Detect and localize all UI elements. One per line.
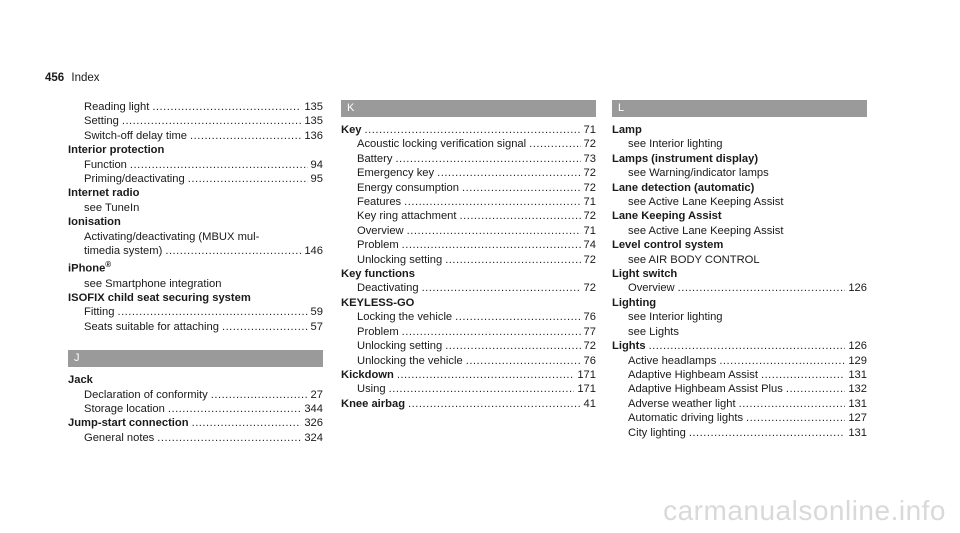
page-ref: 171 bbox=[577, 383, 596, 396]
page-ref: 72 bbox=[583, 138, 596, 151]
index-entry: Storage location ..... 344 bbox=[68, 402, 323, 416]
index-entry: Acoustic locking verification signal ..... 72 bbox=[341, 137, 596, 151]
page-ref: 71 bbox=[583, 196, 596, 209]
section-title: Index bbox=[71, 72, 100, 84]
page-ref: 73 bbox=[583, 152, 596, 165]
page-ref: 136 bbox=[304, 129, 323, 142]
index-entry: Overview ..... 126 bbox=[612, 281, 867, 295]
letter-bar-j: J bbox=[68, 350, 323, 367]
index-entry: Adverse weather light ..... 131 bbox=[612, 397, 867, 411]
index-entry-text: Activating/deactivating (MBUX mul- bbox=[84, 230, 260, 243]
page-header bbox=[45, 72, 100, 84]
registered-mark: ® bbox=[105, 260, 112, 270]
page-ref: 74 bbox=[583, 239, 596, 252]
index-entry: Problem ..... 74 bbox=[341, 238, 596, 252]
index-heading: Lamp bbox=[612, 124, 642, 136]
index-heading: Lights ..... 126 bbox=[612, 339, 867, 353]
index-entry: Priming/deactivating ..... 95 bbox=[68, 172, 323, 186]
page-ref: 72 bbox=[583, 253, 596, 266]
page-ref: 171 bbox=[577, 368, 596, 381]
index-heading: Level control system bbox=[612, 239, 724, 252]
index-heading: Ionisation bbox=[68, 216, 121, 229]
page-ref: 95 bbox=[310, 173, 323, 186]
index-heading: Kickdown ..... 171 bbox=[341, 368, 596, 382]
index-entry: Locking the vehicle ..... 76 bbox=[341, 310, 596, 324]
page-ref: 126 bbox=[848, 340, 867, 353]
index-entry: timedia system) ..... 146 bbox=[68, 244, 323, 258]
index-entry: Deactivating ..... 72 bbox=[341, 281, 596, 295]
index-heading: Internet radio bbox=[68, 187, 140, 200]
index-see-ref: see Interior lighting bbox=[628, 311, 723, 324]
index-entry: Reading light ..... 135 bbox=[68, 100, 323, 114]
page-ref: 344 bbox=[304, 403, 323, 416]
index-entry: Emergency key ..... 72 bbox=[341, 166, 596, 180]
index-entry: Adaptive Highbeam Assist ..... 131 bbox=[612, 368, 867, 382]
letter-bar-l: L bbox=[612, 100, 867, 117]
index-entry: Active headlamps ..... 129 bbox=[612, 354, 867, 368]
page-ref: 72 bbox=[583, 167, 596, 180]
index-column-2 bbox=[341, 100, 596, 411]
letter-bar-k: K bbox=[341, 100, 596, 117]
index-column-3 bbox=[612, 100, 867, 440]
index-entry: Using ..... 171 bbox=[341, 382, 596, 396]
page-ref: 76 bbox=[583, 311, 596, 324]
index-entry: Switch-off delay time ..... 136 bbox=[68, 129, 323, 143]
index-entry: Unlocking setting ..... 72 bbox=[341, 339, 596, 353]
index-heading: Lane Keeping Assist bbox=[612, 210, 722, 223]
index-heading: Jack bbox=[68, 374, 93, 387]
page-ref: 135 bbox=[304, 101, 323, 113]
index-entry: Overview ..... 71 bbox=[341, 224, 596, 238]
index-entry: Unlocking setting ..... 72 bbox=[341, 253, 596, 267]
page-ref: 72 bbox=[583, 210, 596, 223]
index-entry: Fitting ..... 59 bbox=[68, 305, 323, 319]
page-ref: 94 bbox=[310, 158, 323, 171]
index-entry: Energy consumption ..... 72 bbox=[341, 181, 596, 195]
page-ref: 129 bbox=[848, 354, 867, 367]
index-entry: Seats suitable for attaching ..... 57 bbox=[68, 320, 323, 334]
page-ref: 27 bbox=[310, 388, 323, 401]
index-entry: Declaration of conformity ..... 27 bbox=[68, 388, 323, 402]
page-ref: 131 bbox=[848, 426, 867, 439]
index-column-1 bbox=[68, 100, 323, 445]
page-ref: 146 bbox=[304, 245, 323, 258]
index-see-ref: see Lights bbox=[628, 325, 679, 338]
page-ref: 132 bbox=[848, 383, 867, 396]
index-entry: City lighting ..... 131 bbox=[612, 426, 867, 440]
index-heading: Knee airbag ..... 41 bbox=[341, 397, 596, 411]
page-ref: 41 bbox=[583, 397, 596, 410]
index-entry: Adaptive Highbeam Assist Plus ..... 132 bbox=[612, 382, 867, 396]
page-ref: 76 bbox=[583, 354, 596, 367]
page-ref: 127 bbox=[848, 412, 867, 425]
index-heading: KEYLESS-GO bbox=[341, 296, 415, 309]
index-entry: General notes ..... 324 bbox=[68, 431, 323, 445]
index-entry: Key ring attachment ..... 72 bbox=[341, 209, 596, 223]
page-ref: 72 bbox=[583, 340, 596, 353]
index-see-ref: see Smartphone integration bbox=[84, 277, 222, 290]
index-see-ref: see AIR BODY CONTROL bbox=[628, 253, 760, 266]
index-entry: Setting ..... 135 bbox=[68, 114, 323, 128]
index-heading: Interior protection bbox=[68, 144, 165, 157]
page-ref: 71 bbox=[583, 124, 596, 136]
index-heading: Key functions bbox=[341, 268, 415, 281]
watermark: carmanualsonline.info bbox=[663, 495, 946, 526]
index-entry: Battery ..... 73 bbox=[341, 152, 596, 166]
index-heading: Light switch bbox=[612, 268, 678, 281]
index-heading: Lane detection (automatic) bbox=[612, 181, 755, 194]
index-entry: Unlocking the vehicle ..... 76 bbox=[341, 354, 596, 368]
index-heading: Lighting bbox=[612, 296, 657, 309]
index-see-ref: see TuneIn bbox=[84, 201, 140, 214]
index-entry: Problem ..... 77 bbox=[341, 325, 596, 339]
index-entry: Automatic driving lights ..... 127 bbox=[612, 411, 867, 425]
page-ref: 72 bbox=[583, 282, 596, 295]
page-ref: 71 bbox=[583, 224, 596, 237]
page-ref: 135 bbox=[304, 115, 323, 128]
page-number: 456 bbox=[45, 72, 65, 84]
page-ref: 324 bbox=[304, 431, 323, 444]
index-see-ref: see Active Lane Keeping Assist bbox=[628, 196, 784, 209]
index-see-ref: see Interior lighting bbox=[628, 138, 723, 151]
page-ref: 72 bbox=[583, 181, 596, 194]
page-ref: 77 bbox=[583, 325, 596, 338]
page-ref: 131 bbox=[848, 368, 867, 381]
index-see-ref: see Active Lane Keeping Assist bbox=[628, 224, 784, 237]
index-heading: Jump-start connection ..... 326 bbox=[68, 416, 323, 430]
index-heading: Key ..... 71 bbox=[341, 123, 596, 137]
index-entry: Features ..... 71 bbox=[341, 195, 596, 209]
index-heading: ISOFIX child seat securing system bbox=[68, 292, 251, 305]
index-see-ref: see Warning/indicator lamps bbox=[628, 167, 769, 180]
index-entry: Function ..... 94 bbox=[68, 158, 323, 172]
page-ref: 59 bbox=[310, 306, 323, 319]
page-ref: 57 bbox=[310, 320, 323, 333]
page-ref: 131 bbox=[848, 397, 867, 410]
page-ref: 126 bbox=[848, 282, 867, 295]
index-heading: iPhone® bbox=[68, 260, 112, 276]
page-ref: 326 bbox=[304, 417, 323, 430]
index-heading: Lamps (instrument display) bbox=[612, 152, 759, 165]
